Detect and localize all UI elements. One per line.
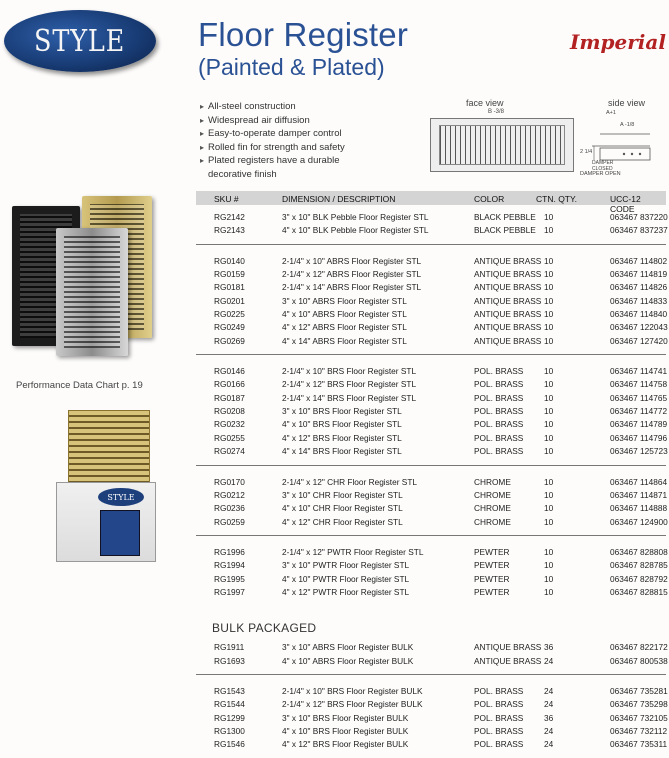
cell-color: POL. BRASS: [474, 406, 524, 417]
cell-qty: 24: [544, 699, 554, 710]
feature-item: ▸ All-steel construction: [200, 100, 378, 114]
performance-note: Performance Data Chart p. 19: [16, 380, 143, 391]
table-header: [196, 191, 666, 214]
cell-color: PEWTER: [474, 586, 510, 597]
cell-qty: 24: [544, 685, 554, 696]
cell-qty: 10: [544, 255, 554, 266]
table-group: [196, 641, 666, 675]
cell-color: CHROME: [474, 516, 511, 527]
display-card-image: [100, 510, 140, 556]
cell-description: 4" x 14" BRS Floor Register STL: [282, 446, 402, 457]
table-row: [196, 698, 666, 711]
cell-color: ANTIQUE BRASS: [474, 269, 542, 280]
cell-sku: RG0159: [214, 269, 245, 280]
cell-description: 2-1/4" x 12" ABRS Floor Register STL: [282, 269, 422, 280]
table-row: [196, 655, 666, 668]
face-view-dimension: B -3/8: [488, 109, 505, 115]
cell-sku: RG0255: [214, 432, 245, 443]
cell-code: 063467 828808: [610, 546, 668, 557]
cell-color: POL. BRASS: [474, 712, 524, 723]
cell-description: 3" x 10" ABRS Floor Register STL: [282, 295, 407, 306]
cell-description: 3" x 10" BRS Floor Register BULK: [282, 712, 409, 723]
side-dimension-a: A -1/8: [620, 122, 635, 128]
cell-description: 4" x 10" BRS Floor Register BULK: [282, 725, 409, 736]
cell-code: 063467 114796: [610, 432, 668, 443]
cell-sku: RG0232: [214, 419, 245, 430]
cell-sku: RG0259: [214, 516, 245, 527]
feature-item: ▸ Plated registers have a durable decorative finish: [200, 154, 378, 181]
cell-description: 4" x 12" BRS Floor Register BULK: [282, 739, 409, 750]
cell-sku: RG2143: [214, 225, 245, 236]
cell-description: 4" x 12" BRS Floor Register STL: [282, 432, 402, 443]
cell-sku: RG1693: [214, 655, 245, 666]
face-view-diagram: [430, 118, 574, 172]
feature-list: [200, 100, 378, 181]
table-row: [196, 418, 666, 431]
table-row: [196, 546, 666, 559]
page-subtitle: (Painted & Plated): [198, 54, 385, 80]
cell-color: POL. BRASS: [474, 366, 524, 377]
table-row: [196, 335, 666, 348]
cell-code: 063467 114888: [610, 503, 668, 514]
cell-color: CHROME: [474, 476, 511, 487]
cell-description: 4" x 10" ABRS Floor Register STL: [282, 309, 407, 320]
cell-code: 063467 114826: [610, 282, 668, 293]
table-row: [196, 516, 666, 529]
cell-code: 063467 124900: [610, 516, 668, 527]
table-row: [196, 432, 666, 445]
cell-color: ANTIQUE BRASS: [474, 322, 542, 333]
table-row: [196, 573, 666, 586]
table-row: [196, 392, 666, 405]
cell-color: ANTIQUE BRASS: [474, 642, 542, 653]
cell-color: POL. BRASS: [474, 725, 524, 736]
side-dimension-a-plus: A+1: [606, 110, 616, 116]
cell-qty: 10: [544, 212, 554, 222]
table-row: [196, 712, 666, 725]
cell-qty: 10: [544, 225, 554, 236]
cell-description: 3" x 10" CHR Floor Register STL: [282, 489, 403, 500]
cell-qty: 10: [544, 419, 554, 430]
header-sku: SKU #: [214, 194, 239, 204]
cell-color: POL. BRASS: [474, 379, 524, 390]
bulk-heading: BULK PACKAGED: [212, 621, 317, 636]
table-row: [196, 445, 666, 458]
cell-code: 063467 114741: [610, 366, 668, 377]
cell-qty: 24: [544, 725, 554, 736]
cell-code: 063467 735298: [610, 699, 668, 710]
cell-qty: 10: [544, 503, 554, 514]
table-row: [196, 378, 666, 391]
cell-sku: RG0212: [214, 489, 245, 500]
brand-logo: Imperial: [570, 30, 666, 54]
table-group: [196, 546, 666, 605]
cell-sku: RG1300: [214, 725, 245, 736]
table-row: [196, 725, 666, 738]
cell-code: 063467 125723: [610, 446, 668, 457]
page-title: Floor Register: [198, 16, 409, 53]
face-view-label: face view: [466, 98, 504, 108]
damper-open-label: DAMPER OPEN: [580, 171, 621, 177]
cell-description: 2-1/4" x 12" BRS Floor Register BULK: [282, 699, 423, 710]
table-row: [196, 685, 666, 698]
table-row: [196, 365, 666, 378]
cell-color: POL. BRASS: [474, 699, 524, 710]
cell-description: 2-1/4" x 10" BRS Floor Register STL: [282, 366, 417, 377]
chrome-register-image: [56, 228, 128, 356]
cell-sku: RG1544: [214, 699, 245, 710]
cell-code: 063467 828815: [610, 586, 668, 597]
cell-code: 063467 735311: [610, 739, 668, 750]
cell-sku: RG0187: [214, 392, 245, 403]
style-logo-text: STYLE: [34, 23, 126, 59]
table-group: [196, 255, 666, 355]
cell-sku: RG1994: [214, 560, 245, 571]
cell-code: 063467 837237: [610, 225, 668, 236]
cell-code: 063467 732112: [610, 725, 668, 736]
cell-color: BLACK PEBBLE: [474, 225, 536, 236]
cell-sku: RG1299: [214, 712, 245, 723]
table-group: [196, 685, 666, 758]
cell-sku: RG0225: [214, 309, 245, 320]
cell-qty: 24: [544, 739, 554, 750]
cell-description: 4" x 10" PWTR Floor Register STL: [282, 573, 410, 584]
cell-description: 3" x 10" PWTR Floor Register STL: [282, 560, 410, 571]
cell-qty: 10: [544, 446, 554, 457]
header-color: COLOR: [474, 194, 505, 204]
cell-qty: 36: [544, 712, 554, 723]
cell-code: 063467 114758: [610, 379, 668, 390]
cell-description: 4" x 10" BLK Pebble Floor Register STL: [282, 225, 429, 236]
register-product-photo: [12, 186, 162, 356]
cell-color: ANTIQUE BRASS: [474, 282, 542, 293]
cell-description: 2-1/4" x 10" BRS Floor Register BULK: [282, 685, 423, 696]
cell-description: 2-1/4" x 14" ABRS Floor Register STL: [282, 282, 422, 293]
cell-qty: 10: [544, 309, 554, 320]
cell-color: ANTIQUE BRASS: [474, 255, 542, 266]
cell-color: CHROME: [474, 489, 511, 500]
feature-item: ▸ Rolled fin for strength and safety: [200, 141, 378, 155]
cell-sku: RG0201: [214, 295, 245, 306]
table-row: [196, 281, 666, 294]
face-view-grill: [439, 125, 565, 165]
cell-sku: RG0249: [214, 322, 245, 333]
cell-description: 3" x 10" BRS Floor Register STL: [282, 406, 402, 417]
cell-qty: 10: [544, 392, 554, 403]
cell-description: 2-1/4" x 12" BRS Floor Register STL: [282, 379, 417, 390]
cell-qty: 24: [544, 655, 554, 666]
side-dimension-c: 2 1/4: [580, 149, 593, 155]
cell-color: BLACK PEBBLE: [474, 212, 536, 222]
cell-sku: RG1911: [214, 642, 245, 653]
style-logo: [4, 10, 156, 72]
table-row: [196, 502, 666, 515]
cell-qty: 10: [544, 335, 554, 346]
cell-color: ANTIQUE BRASS: [474, 335, 542, 346]
table-row: [196, 641, 666, 654]
side-view-diagram: [580, 110, 660, 178]
cell-qty: 10: [544, 366, 554, 377]
cell-description: 4" x 12" ABRS Floor Register STL: [282, 322, 407, 333]
damper-closed-label: DAMPER CLOSED: [592, 160, 614, 172]
table-group: [196, 211, 666, 245]
table-group: [196, 365, 666, 465]
cell-code: 063467 735281: [610, 685, 668, 696]
cell-description: 3" x 10" BLK Pebble Floor Register STL: [282, 212, 429, 222]
cell-color: PEWTER: [474, 560, 510, 571]
cell-qty: 10: [544, 476, 554, 487]
cell-description: 3" x 10" ABRS Floor Register BULK: [282, 642, 414, 653]
cell-color: POL. BRASS: [474, 392, 524, 403]
cell-code: 063467 828785: [610, 560, 668, 571]
cell-color: POL. BRASS: [474, 419, 524, 430]
cell-sku: RG1546: [214, 739, 245, 750]
table-row: [196, 295, 666, 308]
cell-code: 063467 828792: [610, 573, 668, 584]
table-row: [196, 476, 666, 489]
cell-code: 063467 732105: [610, 712, 668, 723]
cell-color: POL. BRASS: [474, 446, 524, 457]
table-row: [196, 559, 666, 572]
cell-qty: 10: [544, 573, 554, 584]
cell-code: 063467 114772: [610, 406, 668, 417]
table-row: [196, 255, 666, 268]
cell-code: 063467 114840: [610, 309, 668, 320]
cell-color: CHROME: [474, 503, 511, 514]
cell-code: 063467 114864: [610, 476, 668, 487]
cell-color: PEWTER: [474, 573, 510, 584]
table-row: [196, 586, 666, 599]
feature-item: ▸ Widespread air diffusion: [200, 114, 378, 128]
cell-code: 063467 114802: [610, 255, 668, 266]
table-row: [196, 489, 666, 502]
display-badge: STYLE: [98, 488, 144, 506]
cell-code: 063467 822172: [610, 642, 668, 653]
cell-sku: RG0269: [214, 335, 245, 346]
product-table: [196, 191, 666, 758]
header-description: DIMENSION / DESCRIPTION: [282, 194, 396, 204]
cell-sku: RG1995: [214, 573, 245, 584]
cell-qty: 10: [544, 282, 554, 293]
cell-color: ANTIQUE BRASS: [474, 295, 542, 306]
table-row: [196, 268, 666, 281]
header-code: UCC-12 CODE: [610, 194, 641, 214]
cell-sku: RG1997: [214, 586, 245, 597]
cell-qty: 10: [544, 295, 554, 306]
cell-qty: 10: [544, 406, 554, 417]
bulk-groups: [196, 641, 666, 757]
header-qty: CTN. QTY.: [536, 194, 577, 204]
cell-code: 063467 127420: [610, 335, 668, 346]
cell-sku: RG0146: [214, 366, 245, 377]
cell-sku: RG0166: [214, 379, 245, 390]
cell-code: 063467 837220: [610, 212, 668, 222]
cell-qty: 10: [544, 516, 554, 527]
cell-qty: 36: [544, 642, 554, 653]
cell-sku: RG2142: [214, 212, 245, 222]
cell-color: POL. BRASS: [474, 432, 524, 443]
cell-sku: RG0140: [214, 255, 245, 266]
cell-sku: RG0274: [214, 446, 245, 457]
display-box-photo: [56, 410, 156, 560]
cell-code: 063467 114789: [610, 419, 668, 430]
cell-description: 4" x 10" CHR Floor Register STL: [282, 503, 403, 514]
table-group: [196, 476, 666, 536]
cell-sku: RG0181: [214, 282, 245, 293]
cell-description: 4" x 12" PWTR Floor Register STL: [282, 586, 410, 597]
cell-code: 063467 114833: [610, 295, 668, 306]
cell-color: POL. BRASS: [474, 739, 524, 750]
cell-qty: 10: [544, 432, 554, 443]
cell-sku: RG0236: [214, 503, 245, 514]
main-groups: [196, 211, 666, 605]
cell-qty: 10: [544, 269, 554, 280]
cell-color: PEWTER: [474, 546, 510, 557]
cell-qty: 10: [544, 379, 554, 390]
cell-qty: 10: [544, 322, 554, 333]
cell-description: 2-1/4" x 12" PWTR Floor Register STL: [282, 546, 424, 557]
table-row: [196, 224, 666, 237]
cell-code: 063467 800538: [610, 655, 668, 666]
cell-sku: RG1996: [214, 546, 245, 557]
cell-code: 063467 122043: [610, 322, 668, 333]
cell-code: 063467 114765: [610, 392, 668, 403]
cell-description: 4" x 10" ABRS Floor Register BULK: [282, 655, 414, 666]
cell-code: 063467 114819: [610, 269, 668, 280]
cell-qty: 10: [544, 489, 554, 500]
cell-description: 4" x 10" BRS Floor Register STL: [282, 419, 402, 430]
cell-sku: RG0170: [214, 476, 245, 487]
cell-description: 2-1/4" x 12" CHR Floor Register STL: [282, 476, 417, 487]
cell-qty: 10: [544, 586, 554, 597]
table-row: [196, 211, 666, 224]
feature-item: ▸ Easy-to-operate damper control: [200, 127, 378, 141]
cell-code: 063467 114871: [610, 489, 668, 500]
table-row: [196, 308, 666, 321]
cell-color: ANTIQUE BRASS: [474, 655, 542, 666]
cell-color: ANTIQUE BRASS: [474, 309, 542, 320]
cell-sku: RG1543: [214, 685, 245, 696]
cell-description: 2-1/4" x 10" ABRS Floor Register STL: [282, 255, 422, 266]
table-row: [196, 405, 666, 418]
cell-sku: RG0208: [214, 406, 245, 417]
table-row: [196, 321, 666, 334]
cell-description: 4" x 14" ABRS Floor Register STL: [282, 335, 407, 346]
cell-color: POL. BRASS: [474, 685, 524, 696]
cell-description: 2-1/4" x 14" BRS Floor Register STL: [282, 392, 417, 403]
side-view-label: side view: [608, 98, 646, 108]
cell-qty: 10: [544, 546, 554, 557]
cell-qty: 10: [544, 560, 554, 571]
cell-description: 4" x 12" CHR Floor Register STL: [282, 516, 403, 527]
